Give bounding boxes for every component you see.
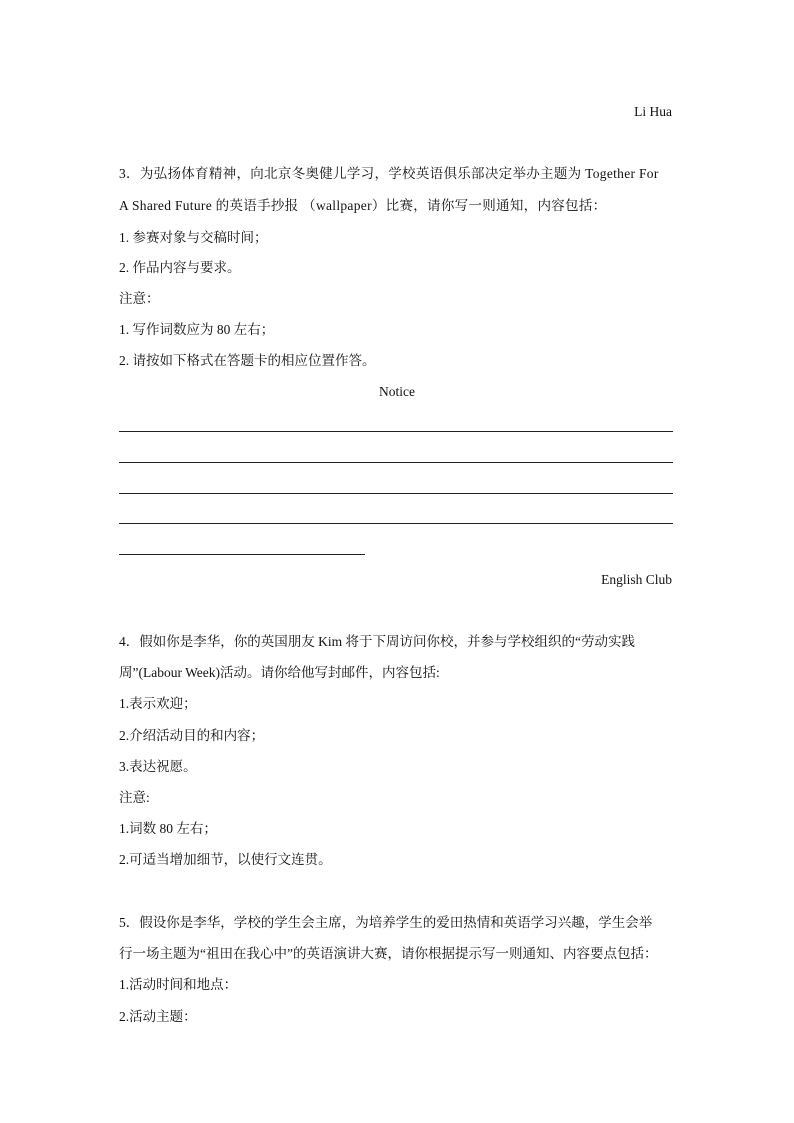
answer-line-1 <box>119 431 673 432</box>
notice-title: Notice <box>379 384 415 399</box>
q3-note-2: 2. 请按如下格式在答题卡的相应位置作答。 <box>119 353 376 368</box>
signature-english-club: English Club <box>601 572 672 587</box>
q4-prompt-line-1: 4．假如你是李华，你的英国朋友 Kim 将于下周访问你校，并参与学校组织的“劳动实践 <box>119 634 635 649</box>
q5-item-1: 1.活动时间和地点： <box>119 977 238 992</box>
q4-prompt-line-2: 周”(Labour Week)活动。请你给他写封邮件，内容包括: <box>119 665 440 680</box>
q3-item-2: 2. 作品内容与要求。 <box>119 260 241 275</box>
q5-prompt-line-2: 行一场主题为“祖田在我心中”的英语演讲大赛，请你根据提示写一则通知、内容要点包括： <box>119 946 658 961</box>
q4-note-2: 2.可适当增加细节，以使行文连贯。 <box>119 852 332 867</box>
q4-note-1: 1.词数 80 左右； <box>119 821 217 836</box>
q4-item-2: 2.介绍活动目的和内容； <box>119 728 265 743</box>
q4-item-1: 1.表示欢迎； <box>119 696 197 711</box>
answer-line-5 <box>119 554 365 555</box>
q4-item-3: 3.表达祝愿。 <box>119 759 197 774</box>
answer-line-2 <box>119 462 673 463</box>
q5-item-2: 2.活动主题： <box>119 1009 197 1024</box>
q4-note-label: 注意: <box>119 790 150 805</box>
q3-item-1: 1. 参赛对象与交稿时间； <box>119 230 268 245</box>
answer-line-3 <box>119 493 673 494</box>
q3-note-label: 注意： <box>119 291 160 306</box>
q3-prompt-line-1: 3．为弘扬体育精神，向北京冬奥健儿学习，学校英语俱乐部决定举办主题为 Together For <box>119 166 659 181</box>
answer-line-4 <box>119 523 673 524</box>
signature-li-hua: Li Hua <box>634 104 672 119</box>
q3-prompt-line-2: A Shared Future 的英语手抄报 （wallpaper）比赛，请你写一则通知，内容包括： <box>119 198 607 213</box>
q3-note-1: 1. 写作词数应为 80 左右； <box>119 322 275 337</box>
q5-prompt-line-1: 5．假设你是李华，学校的学生会主席，为培养学生的爱田热情和英语学习兴趣，学生会举 <box>119 915 653 930</box>
